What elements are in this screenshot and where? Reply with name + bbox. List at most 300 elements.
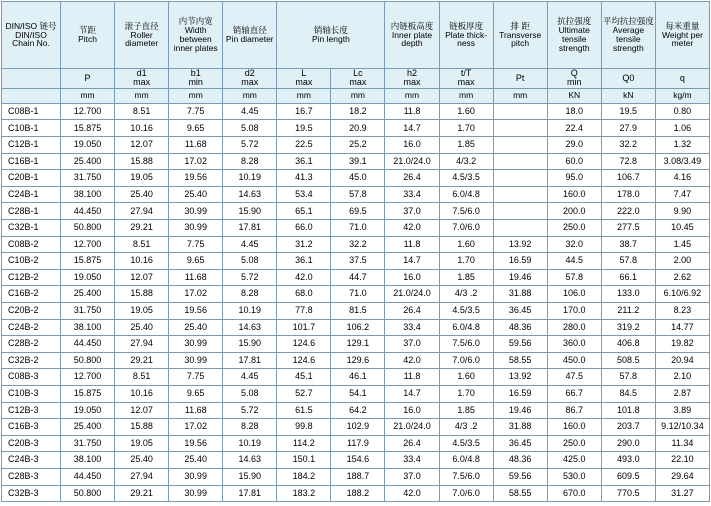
table-cell: 15.875 xyxy=(61,120,115,137)
symbol-pin-diameter xyxy=(223,69,277,89)
table-cell: 22.4 xyxy=(547,120,601,137)
cell-chain-no: C32B-2 xyxy=(2,352,61,369)
table-cell xyxy=(493,170,547,187)
table-cell: 42.0 xyxy=(385,220,439,237)
table-cell: 29.21 xyxy=(115,485,169,502)
header-cell-pin-diameter xyxy=(223,2,277,69)
table-cell: 50.800 xyxy=(61,352,115,369)
header-cn-plate-depth: 内链板高度 xyxy=(390,20,434,31)
header-row-symbols xyxy=(2,69,710,89)
table-row xyxy=(2,385,710,402)
symbol-roller-diameter-label: d1 xyxy=(136,68,147,78)
table-cell: 65.1 xyxy=(277,203,331,220)
symbol-pin-length-lc-qualifier: max xyxy=(349,77,367,88)
table-cell: 5.08 xyxy=(223,253,277,270)
table-cell: 57.8 xyxy=(601,253,655,270)
header-cell-plate-thickness xyxy=(439,2,493,69)
table-cell: 36.45 xyxy=(493,435,547,452)
unit-ultimate-strength: KN xyxy=(547,88,601,103)
table-cell: 53.4 xyxy=(277,186,331,203)
table-cell: 222.0 xyxy=(601,203,655,220)
table-cell: 25.2 xyxy=(331,137,385,154)
table-cell: 17.81 xyxy=(223,220,277,237)
table-cell: 4/3 .2 xyxy=(439,419,493,436)
table-cell: 33.4 xyxy=(385,186,439,203)
table-cell: 12.07 xyxy=(115,269,169,286)
table-cell: 25.400 xyxy=(61,286,115,303)
table-cell: 101.8 xyxy=(601,402,655,419)
symbol-pitch: P xyxy=(61,69,115,89)
table-cell: 86.7 xyxy=(547,402,601,419)
table-row xyxy=(2,153,710,170)
table-cell: 117.9 xyxy=(331,435,385,452)
table-row xyxy=(2,203,710,220)
table-cell: 508.5 xyxy=(601,352,655,369)
table-body xyxy=(2,103,710,501)
table-cell: 19.5 xyxy=(601,103,655,120)
table-cell: 46.1 xyxy=(331,369,385,386)
table-cell: 17.02 xyxy=(169,286,223,303)
table-cell: 42.0 xyxy=(385,485,439,502)
table-cell: 81.5 xyxy=(331,303,385,320)
cell-chain-no: C10B-3 xyxy=(2,385,61,402)
table-cell: 9.12/10.34 xyxy=(655,419,709,436)
table-cell: 68.0 xyxy=(277,286,331,303)
table-cell: 250.0 xyxy=(547,220,601,237)
header-en-transverse-pitch: Transverse pitch xyxy=(499,29,542,49)
table-cell: 31.750 xyxy=(61,435,115,452)
table-cell: 14.7 xyxy=(385,385,439,402)
symbol-roller-diameter-qualifier: max xyxy=(133,77,151,88)
table-row xyxy=(2,319,710,336)
table-cell: 16.0 xyxy=(385,402,439,419)
table-cell xyxy=(493,220,547,237)
table-cell: 1.85 xyxy=(439,269,493,286)
table-cell: 11.68 xyxy=(169,269,223,286)
table-cell: 7.0/6.0 xyxy=(439,220,493,237)
table-cell: 6.0/4.8 xyxy=(439,186,493,203)
table-cell: 1.70 xyxy=(439,385,493,402)
header-cn-chain-no: DIN/ISO 链号 xyxy=(5,20,57,31)
table-cell: 0.80 xyxy=(655,103,709,120)
table-cell: 1.70 xyxy=(439,253,493,270)
table-cell: 50.800 xyxy=(61,220,115,237)
table-cell: 17.02 xyxy=(169,419,223,436)
table-cell: 27.94 xyxy=(115,203,169,220)
table-row xyxy=(2,286,710,303)
table-cell: 99.8 xyxy=(277,419,331,436)
table-cell: 1.85 xyxy=(439,402,493,419)
table-cell: 21.0/24.0 xyxy=(385,153,439,170)
cell-chain-no: C20B-3 xyxy=(2,435,61,452)
table-cell: 11.8 xyxy=(385,103,439,120)
chain-spec-table xyxy=(1,1,710,502)
table-cell: 1.45 xyxy=(655,236,709,253)
table-cell: 69.5 xyxy=(331,203,385,220)
table-cell: 183.2 xyxy=(277,485,331,502)
table-row xyxy=(2,269,710,286)
table-cell: 60.0 xyxy=(547,153,601,170)
table-cell: 7.75 xyxy=(169,369,223,386)
table-cell: 29.21 xyxy=(115,352,169,369)
table-cell: 211.2 xyxy=(601,303,655,320)
table-cell: 47.5 xyxy=(547,369,601,386)
table-cell: 106.2 xyxy=(331,319,385,336)
table-cell: 27.94 xyxy=(115,468,169,485)
table-cell: 2.62 xyxy=(655,269,709,286)
table-cell: 4.45 xyxy=(223,236,277,253)
header-cell-width-between-inner-plates xyxy=(169,2,223,69)
header-cn-transverse-pitch: 排 距 xyxy=(510,20,530,31)
table-cell: 32.0 xyxy=(547,236,601,253)
table-cell: 16.59 xyxy=(493,385,547,402)
table-cell: 10.19 xyxy=(223,435,277,452)
table-cell: 41.3 xyxy=(277,170,331,187)
table-cell: 8.23 xyxy=(655,303,709,320)
table-cell: 5.72 xyxy=(223,269,277,286)
table-cell: 7.5/6.0 xyxy=(439,336,493,353)
cell-chain-no: C28B-1 xyxy=(2,203,61,220)
table-cell: 42.0 xyxy=(277,269,331,286)
table-cell: 32.2 xyxy=(601,137,655,154)
table-cell: 188.7 xyxy=(331,468,385,485)
header-row-titles xyxy=(2,2,710,69)
table-cell: 15.90 xyxy=(223,336,277,353)
unit-average-strength: kN xyxy=(601,88,655,103)
symbol-roller-diameter xyxy=(115,69,169,89)
table-cell: 5.72 xyxy=(223,137,277,154)
table-cell: 4/3.2 xyxy=(439,153,493,170)
table-cell: 10.16 xyxy=(115,120,169,137)
table-cell: 29.0 xyxy=(547,137,601,154)
table-cell: 19.050 xyxy=(61,402,115,419)
table-cell: 20.9 xyxy=(331,120,385,137)
table-cell: 7.75 xyxy=(169,103,223,120)
table-row xyxy=(2,452,710,469)
cell-chain-no: C16B-3 xyxy=(2,419,61,436)
table-cell: 170.0 xyxy=(547,303,601,320)
table-cell: 31.88 xyxy=(493,286,547,303)
cell-chain-no: C08B-3 xyxy=(2,369,61,386)
table-cell: 1.70 xyxy=(439,120,493,137)
unit-transverse-pitch: mm xyxy=(493,88,547,103)
table-cell: 66.7 xyxy=(547,385,601,402)
table-cell: 45.0 xyxy=(331,170,385,187)
table-cell: 8.28 xyxy=(223,153,277,170)
table-cell: 2.00 xyxy=(655,253,709,270)
table-cell: 7.5/6.0 xyxy=(439,203,493,220)
unit-pin-diameter: mm xyxy=(223,88,277,103)
table-cell: 7.0/6.0 xyxy=(439,352,493,369)
cell-chain-no: C28B-2 xyxy=(2,336,61,353)
table-row xyxy=(2,253,710,270)
table-cell: 26.4 xyxy=(385,170,439,187)
symbol-plate-depth xyxy=(385,69,439,89)
table-cell: 32.2 xyxy=(331,236,385,253)
unit-pin-length-l: mm xyxy=(277,88,331,103)
table-cell: 12.700 xyxy=(61,369,115,386)
table-cell: 37.0 xyxy=(385,336,439,353)
symbol-pin-length-l-qualifier: max xyxy=(295,77,313,88)
table-cell: 8.51 xyxy=(115,103,169,120)
table-row xyxy=(2,419,710,436)
table-cell: 10.16 xyxy=(115,385,169,402)
table-cell: 1.85 xyxy=(439,137,493,154)
table-cell: 7.5/6.0 xyxy=(439,468,493,485)
table-cell: 31.88 xyxy=(493,419,547,436)
table-cell: 1.06 xyxy=(655,120,709,137)
table-cell: 280.0 xyxy=(547,319,601,336)
table-cell: 25.40 xyxy=(115,319,169,336)
table-cell: 52.7 xyxy=(277,385,331,402)
table-cell: 37.0 xyxy=(385,468,439,485)
unit-inner-width: mm xyxy=(169,88,223,103)
table-cell: 44.450 xyxy=(61,468,115,485)
header-cell-ultimate-tensile-strength xyxy=(547,2,601,69)
table-cell: 114.2 xyxy=(277,435,331,452)
table-cell: 44.450 xyxy=(61,203,115,220)
header-en-inner-width: Width between inner plates xyxy=(173,25,218,53)
symbol-pin-length-lc-label: Lc xyxy=(353,68,363,78)
table-cell: 1.32 xyxy=(655,137,709,154)
table-cell: 44.5 xyxy=(547,253,601,270)
table-cell: 133.0 xyxy=(601,286,655,303)
symbol-pin-diameter-label: d2 xyxy=(244,68,255,78)
table-cell: 26.4 xyxy=(385,303,439,320)
table-cell: 19.82 xyxy=(655,336,709,353)
table-cell: 10.19 xyxy=(223,303,277,320)
table-cell: 36.45 xyxy=(493,303,547,320)
table-cell: 14.63 xyxy=(223,452,277,469)
symbol-ultimate-strength-qualifier: min xyxy=(566,77,582,88)
table-cell: 4.5/3.5 xyxy=(439,435,493,452)
table-cell: 160.0 xyxy=(547,419,601,436)
table-cell: 184.2 xyxy=(277,468,331,485)
table-cell: 19.46 xyxy=(493,269,547,286)
table-cell: 493.0 xyxy=(601,452,655,469)
table-cell: 36.1 xyxy=(277,253,331,270)
table-cell: 11.34 xyxy=(655,435,709,452)
cell-chain-no: C10B-1 xyxy=(2,120,61,137)
table-cell: 21.0/24.0 xyxy=(385,286,439,303)
table-cell: 10.19 xyxy=(223,170,277,187)
table-cell: 4.45 xyxy=(223,103,277,120)
table-cell: 59.56 xyxy=(493,468,547,485)
table-cell: 9.65 xyxy=(169,120,223,137)
cell-chain-no: C32B-3 xyxy=(2,485,61,502)
cell-chain-no: C24B-3 xyxy=(2,452,61,469)
table-cell: 27.94 xyxy=(115,336,169,353)
symbol-transverse-pitch: Pt xyxy=(493,69,547,89)
table-row xyxy=(2,468,710,485)
table-cell: 406.8 xyxy=(601,336,655,353)
table-cell: 29.21 xyxy=(115,220,169,237)
table-cell: 150.1 xyxy=(277,452,331,469)
table-cell: 29.64 xyxy=(655,468,709,485)
cell-chain-no: C12B-2 xyxy=(2,269,61,286)
table-cell: 48.36 xyxy=(493,452,547,469)
table-cell: 15.90 xyxy=(223,203,277,220)
table-cell: 64.2 xyxy=(331,402,385,419)
table-cell: 360.0 xyxy=(547,336,601,353)
table-cell: 38.100 xyxy=(61,452,115,469)
header-en-pin-length: Pin length xyxy=(311,34,350,44)
table-cell: 18.2 xyxy=(331,103,385,120)
cell-chain-no: C20B-1 xyxy=(2,170,61,187)
table-cell xyxy=(493,186,547,203)
table-cell: 8.28 xyxy=(223,286,277,303)
table-cell xyxy=(493,137,547,154)
cell-chain-no: C24B-1 xyxy=(2,186,61,203)
table-cell: 25.400 xyxy=(61,153,115,170)
cell-chain-no: C08B-2 xyxy=(2,236,61,253)
header-cn-pin-diameter: 销轴直径 xyxy=(232,25,267,36)
table-cell: 39.1 xyxy=(331,153,385,170)
table-cell: 12.700 xyxy=(61,103,115,120)
table-cell: 101.7 xyxy=(277,319,331,336)
table-cell: 1.60 xyxy=(439,103,493,120)
table-cell: 16.59 xyxy=(493,253,547,270)
table-cell: 250.0 xyxy=(547,435,601,452)
table-cell xyxy=(493,153,547,170)
table-cell: 12.07 xyxy=(115,402,169,419)
symbol-weight: q xyxy=(655,69,709,89)
table-row xyxy=(2,236,710,253)
table-cell: 203.7 xyxy=(601,419,655,436)
table-cell: 17.02 xyxy=(169,153,223,170)
symbol-pin-length-l-label: L xyxy=(301,68,307,78)
table-cell: 33.4 xyxy=(385,319,439,336)
table-cell: 129.1 xyxy=(331,336,385,353)
table-cell: 6.0/4.8 xyxy=(439,452,493,469)
header-cn-average-strength: 平均抗拉强度 xyxy=(602,16,654,27)
header-cn-pin-length: 销轴长度 xyxy=(313,25,348,36)
table-cell: 44.7 xyxy=(331,269,385,286)
table-cell: 19.56 xyxy=(169,303,223,320)
table-cell: 20.94 xyxy=(655,352,709,369)
table-row xyxy=(2,435,710,452)
table-cell: 12.07 xyxy=(115,137,169,154)
table-cell: 290.0 xyxy=(601,435,655,452)
table-cell: 22.10 xyxy=(655,452,709,469)
table-cell: 50.800 xyxy=(61,485,115,502)
table-cell: 19.05 xyxy=(115,170,169,187)
table-cell: 19.05 xyxy=(115,435,169,452)
table-cell: 58.55 xyxy=(493,485,547,502)
table-cell: 31.2 xyxy=(277,236,331,253)
table-cell: 38.100 xyxy=(61,186,115,203)
table-cell: 25.40 xyxy=(169,186,223,203)
table-cell: 44.450 xyxy=(61,336,115,353)
header-en-pin-diameter: Pin diameter xyxy=(225,34,274,44)
table-cell: 4.5/3.5 xyxy=(439,303,493,320)
table-cell: 15.90 xyxy=(223,468,277,485)
table-cell: 16.0 xyxy=(385,269,439,286)
table-cell: 15.875 xyxy=(61,253,115,270)
unit-plate-thickness: mm xyxy=(439,88,493,103)
table-cell: 770.5 xyxy=(601,485,655,502)
table-cell xyxy=(493,120,547,137)
table-cell: 31.750 xyxy=(61,303,115,320)
cell-chain-no: C24B-2 xyxy=(2,319,61,336)
symbol-chain-no xyxy=(2,69,61,89)
table-cell: 4/3 .2 xyxy=(439,286,493,303)
table-cell: 10.16 xyxy=(115,253,169,270)
table-cell: 95.0 xyxy=(547,170,601,187)
unit-pitch: mm xyxy=(61,88,115,103)
table-cell: 1.60 xyxy=(439,369,493,386)
table-row xyxy=(2,369,710,386)
table-cell: 27.9 xyxy=(601,120,655,137)
table-cell: 188.2 xyxy=(331,485,385,502)
table-cell: 45.1 xyxy=(277,369,331,386)
table-cell: 61.5 xyxy=(277,402,331,419)
table-row xyxy=(2,485,710,502)
table-cell: 4.5/3.5 xyxy=(439,170,493,187)
header-en-average-strength: Average tensile strength xyxy=(612,25,645,53)
table-cell: 13.92 xyxy=(493,236,547,253)
table-cell: 37.0 xyxy=(385,203,439,220)
table-cell: 160.0 xyxy=(547,186,601,203)
header-cell-weight-per-meter xyxy=(655,2,709,69)
table-cell: 15.875 xyxy=(61,385,115,402)
cell-chain-no: C28B-3 xyxy=(2,468,61,485)
header-en-roller-diameter: Roller diameter xyxy=(125,29,159,49)
header-cell-average-tensile-strength xyxy=(601,2,655,69)
table-cell: 9.65 xyxy=(169,385,223,402)
table-cell: 106.0 xyxy=(547,286,601,303)
table-cell: 200.0 xyxy=(547,203,601,220)
table-cell: 31.27 xyxy=(655,485,709,502)
table-cell: 425.0 xyxy=(547,452,601,469)
spec-sheet xyxy=(0,1,711,506)
symbol-pin-length-l xyxy=(277,69,331,89)
cell-chain-no: C16B-2 xyxy=(2,286,61,303)
table-cell: 106.7 xyxy=(601,170,655,187)
table-row xyxy=(2,170,710,187)
table-cell: 66.0 xyxy=(277,220,331,237)
header-row-units xyxy=(2,88,710,103)
table-cell: 3.08/3.49 xyxy=(655,153,709,170)
table-cell: 4.16 xyxy=(655,170,709,187)
table-cell xyxy=(493,203,547,220)
table-cell: 14.7 xyxy=(385,253,439,270)
header-cn-ultimate-strength: 抗拉强度 xyxy=(557,16,592,27)
header-en-ultimate-strength: Ultimate tensile strength xyxy=(558,25,590,53)
header-cell-inner-plate-depth xyxy=(385,2,439,69)
table-cell: 4.45 xyxy=(223,369,277,386)
table-cell: 30.99 xyxy=(169,468,223,485)
table-cell: 319.2 xyxy=(601,319,655,336)
cell-chain-no: C12B-3 xyxy=(2,402,61,419)
table-cell: 9.90 xyxy=(655,203,709,220)
table-row xyxy=(2,220,710,237)
cell-chain-no: C16B-1 xyxy=(2,153,61,170)
header-cn-inner-width: 内节内宽 xyxy=(178,16,213,27)
table-cell: 33.4 xyxy=(385,452,439,469)
table-cell: 129.6 xyxy=(331,352,385,369)
table-cell: 30.99 xyxy=(169,352,223,369)
header-en-plate-depth: Inner plate depth xyxy=(391,29,433,49)
table-cell: 26.4 xyxy=(385,435,439,452)
table-cell: 30.99 xyxy=(169,336,223,353)
table-cell: 6.0/4.8 xyxy=(439,319,493,336)
table-cell: 5.08 xyxy=(223,385,277,402)
table-cell: 2.10 xyxy=(655,369,709,386)
table-cell: 66.1 xyxy=(601,269,655,286)
table-row xyxy=(2,352,710,369)
table-cell: 7.0/6.0 xyxy=(439,485,493,502)
